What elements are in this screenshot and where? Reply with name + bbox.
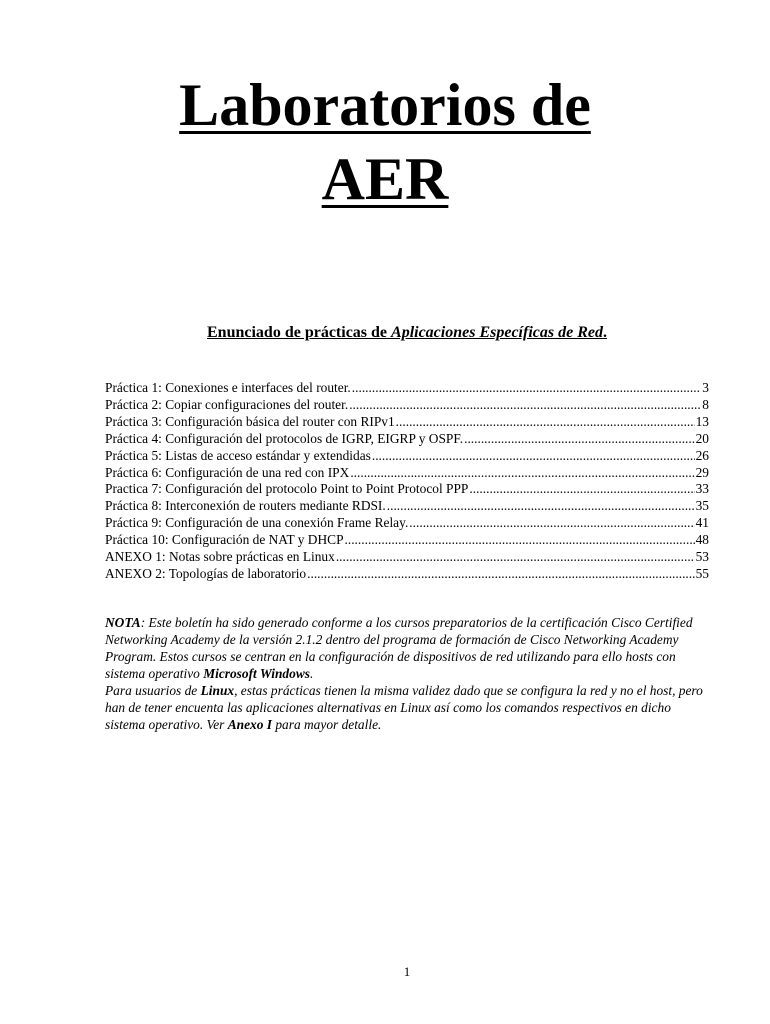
toc-entry-page: 29 — [695, 464, 709, 480]
toc-entry-label: Práctica 9: Configuración de una conexión Frame Relay. — [105, 515, 409, 531]
toc-entry-label: Práctica 2: Copiar configuraciones del router. — [105, 396, 349, 412]
toc-entry[interactable] — [105, 380, 709, 397]
toc-entry-label: Práctica 5: Listas de acceso estándar y extendidas — [105, 447, 371, 463]
toc-entry-page: 55 — [695, 565, 709, 581]
note-text: : Este boletín ha sido generado conforme a los cursos preparatorios de la certificación Cisco Certified Networking Academy de la versión 2.1.2 dentro del programa de formación de Cisco Networking Academy Program. Estos cursos se centran en la configuración de dispositivos de red utilizando para ello hosts con sistema operativo — [105, 615, 693, 681]
toc-entry[interactable] — [105, 414, 709, 431]
toc-entry-label: ANEXO 2: Topologías de laboratorio — [105, 565, 307, 581]
toc-entry-label: Práctica 8: Interconexión de routers mediante RDSI. — [105, 498, 386, 514]
toc-entry[interactable] — [105, 397, 709, 414]
toc-entry[interactable] — [105, 448, 709, 465]
toc-entry[interactable] — [105, 481, 709, 498]
toc-entry-page: 3 — [702, 380, 709, 395]
toc-entry-page: 35 — [695, 498, 709, 514]
toc-entry[interactable] — [105, 498, 709, 515]
toc-entry-label: Práctica 4: Configuración del protocolos de IGRP, EIGRP y OSPF. — [105, 430, 464, 446]
note-text: para mayor detalle. — [272, 717, 382, 732]
toc-leader-dots — [352, 380, 702, 397]
title-line-1: Laboratorios de — [179, 72, 591, 138]
note-bold-linux: Linux — [200, 683, 235, 698]
title-line-2: AER — [321, 146, 449, 212]
subtitle-prefix: Enunciado de prácticas de — [207, 324, 388, 341]
table-of-contents — [105, 380, 709, 583]
note-text: , estas prácticas tienen la misma validez dado que se configura la red y no el host, pero han de tener encuenta las aplicaciones alternativas en Linux así como los comandos respectivos en dicho sistema operativo. Ver — [105, 683, 703, 732]
toc-entry-page: 53 — [695, 549, 709, 565]
note-text: . — [309, 666, 314, 681]
toc-entry[interactable] — [105, 566, 709, 583]
subtitle-emphasis: Aplicaciones Específicas de Red — [391, 324, 603, 341]
note-label: NOTA — [105, 615, 141, 630]
note-bold-anexo: Anexo I — [227, 717, 273, 732]
toc-entry-page: 20 — [695, 430, 709, 446]
toc-leader-dots — [387, 498, 695, 515]
note-paragraph — [105, 614, 705, 733]
note-text: Para usuarios de — [105, 683, 201, 698]
note-bold-windows: Microsoft Windows — [203, 666, 310, 681]
toc-entry-page: 8 — [702, 396, 709, 412]
toc-leader-dots — [464, 431, 695, 448]
toc-entry-label: Práctica 1: Conexiones e interfaces del router. — [105, 380, 351, 395]
page-number: 1 — [403, 964, 411, 979]
toc-leader-dots — [469, 481, 694, 498]
toc-leader-dots — [336, 549, 695, 566]
toc-leader-dots — [345, 532, 695, 549]
toc-entry[interactable] — [105, 549, 709, 566]
toc-leader-dots — [350, 465, 694, 482]
toc-entry-page: 33 — [695, 481, 709, 497]
toc-entry-page: 26 — [695, 447, 709, 463]
toc-entry-label: Práctica 10: Configuración de NAT y DHCP — [105, 532, 344, 548]
toc-leader-dots — [396, 414, 695, 431]
toc-leader-dots — [409, 515, 694, 532]
document-title — [0, 68, 770, 216]
toc-entry[interactable] — [105, 431, 709, 448]
toc-entry-page: 13 — [695, 413, 709, 429]
toc-entry[interactable] — [105, 515, 709, 532]
subtitle-suffix: . — [602, 324, 607, 341]
toc-leader-dots — [372, 448, 695, 465]
document-subtitle — [0, 324, 770, 342]
toc-entry[interactable] — [105, 532, 709, 549]
toc-entry[interactable] — [105, 465, 709, 482]
toc-entry-page: 41 — [695, 515, 709, 531]
toc-entry-label: Práctica 6: Configuración de una red con IPX — [105, 464, 350, 480]
toc-entry-page: 48 — [695, 532, 709, 548]
toc-entry-label: Práctica 3: Configuración básica del router con RIPv1 — [105, 413, 395, 429]
toc-leader-dots — [307, 566, 694, 583]
toc-entry-label: ANEXO 1: Notas sobre prácticas en Linux — [105, 549, 335, 565]
toc-leader-dots — [349, 397, 701, 414]
toc-entry-label: Practica 7: Configuración del protocolo Point to Point Protocol PPP — [105, 481, 469, 497]
